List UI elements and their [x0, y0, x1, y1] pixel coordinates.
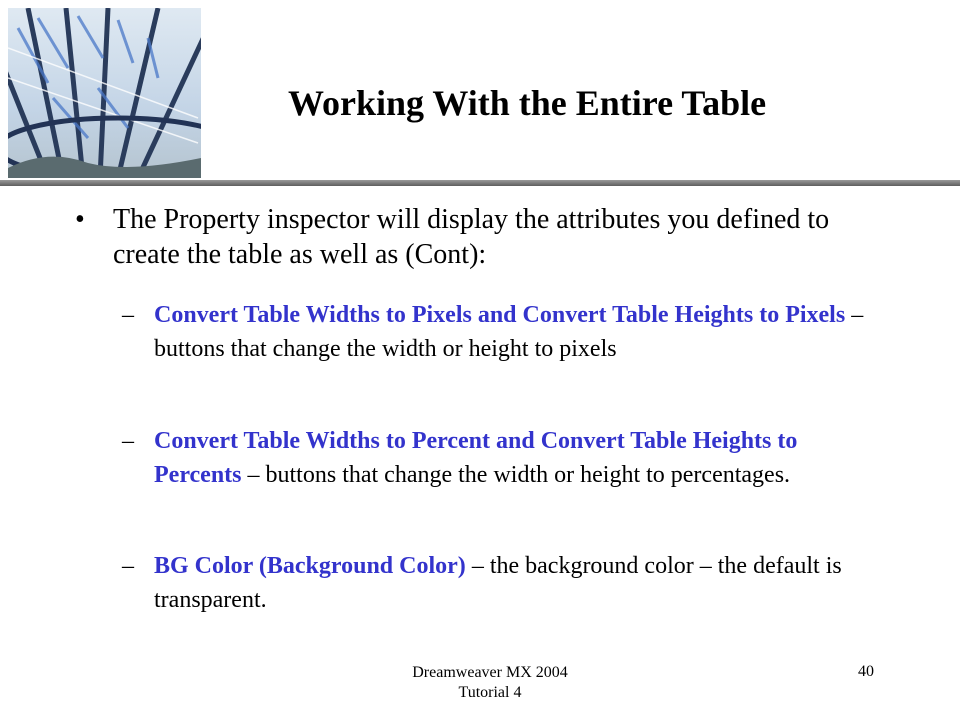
sub-bullet-marker: – — [122, 428, 134, 454]
sub-bullet-desc: – the background color – the default is transparent. — [154, 553, 842, 613]
sub-bullet-desc: – buttons that change the width or height to pixels — [154, 302, 864, 362]
footer-line2: Tutorial 4 — [458, 684, 522, 701]
footer-course — [380, 663, 600, 703]
logo-image — [8, 8, 201, 178]
page-number: 40 — [858, 663, 874, 680]
sub-bullet-marker: – — [122, 302, 134, 328]
main-bullet-text: The Property inspector will display the attributes you defined to create the table as well as (Cont): — [113, 204, 830, 270]
sub-bullet-bgcolor — [122, 549, 882, 617]
sub-bullet-percent — [122, 424, 882, 492]
bullet-marker: • — [75, 204, 85, 235]
sub-bullet-term: Convert Table Widths to Percent and Convert Table Heights to Percents — [154, 428, 798, 488]
sub-bullet-pixels — [122, 298, 882, 366]
sub-bullet-marker: – — [122, 553, 134, 579]
title-divider — [0, 180, 960, 186]
footer-line1: Dreamweaver MX 2004 — [412, 664, 568, 681]
sub-bullet-term: Convert Table Widths to Pixels and Convert Table Heights to Pixels — [154, 302, 846, 328]
sub-bullet-term: BG Color (Background Color) — [154, 553, 466, 579]
slide-title: Working With the Entire Table — [288, 83, 767, 123]
main-bullet — [75, 202, 875, 272]
sub-bullet-desc: – buttons that change the width or height to percentages. — [241, 462, 791, 488]
